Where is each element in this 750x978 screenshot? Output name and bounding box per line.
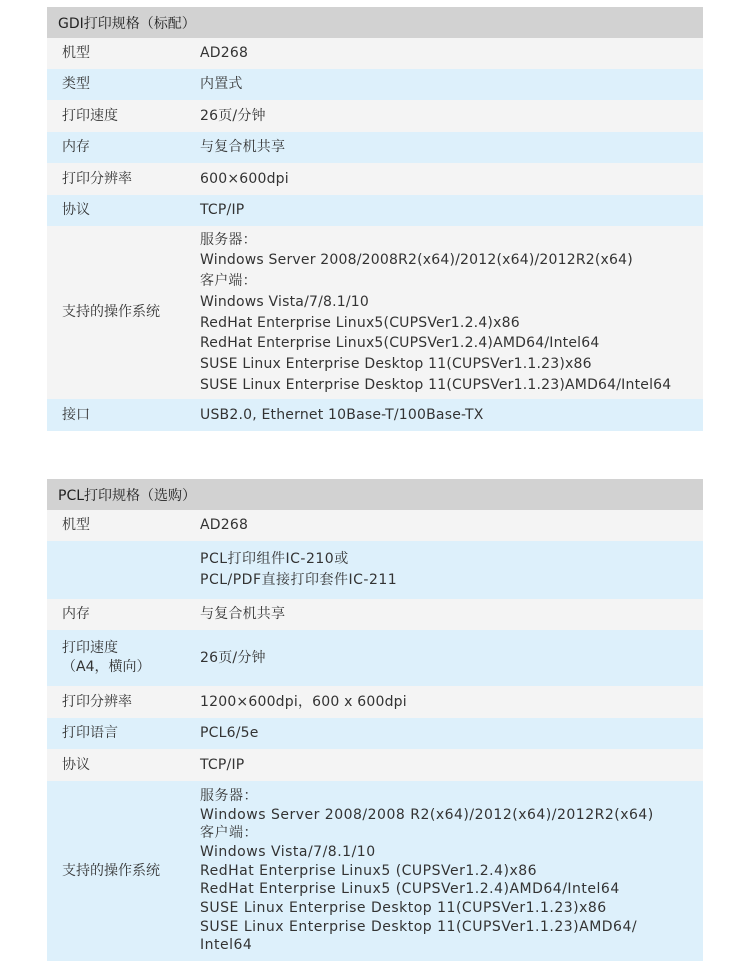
os-line: Windows Vista/7/8.1/10 [200, 293, 370, 310]
os-line: Intel64 [200, 937, 253, 954]
spec-label: 类型 [62, 76, 90, 92]
spec-label: 机型 [62, 517, 90, 533]
spec-value: TCP/IP [200, 756, 245, 773]
spec-row-interface [47, 399, 703, 431]
spec-value: 26页/分钟 [200, 649, 266, 666]
spec-label: 支持的操作系统 [62, 862, 160, 879]
pcl-spec-section [47, 479, 703, 961]
os-line: SUSE Linux Enterprise Desktop 11(CUPSVer1.1.23)AMD64/Intel64 [200, 376, 672, 393]
os-line: 服务器： [200, 231, 257, 248]
spec-label: 打印速度 [62, 107, 118, 124]
spec-label: 协议 [62, 202, 90, 218]
kit-line: PCL/PDF直接打印套件IC-211 [200, 572, 398, 588]
spec-label [47, 639, 200, 677]
os-line: RedHat Enterprise Linux5 (CUPSVer1.2.4)x86 [200, 862, 538, 879]
spec-row-resolution [47, 686, 703, 718]
pcl-section-title: PCL打印规格（选购） [47, 479, 703, 510]
spec-row-model [47, 38, 703, 69]
os-line: 客户端： [200, 825, 258, 842]
spec-label: 协议 [62, 756, 90, 773]
spec-value: 与复合机共享 [200, 139, 286, 156]
spec-row-memory [47, 599, 703, 630]
os-line: SUSE Linux Enterprise Desktop 11(CUPSVer1.1.23)AMD64/ [200, 918, 638, 935]
os-line: Windows Server 2008/2008 R2(x64)/2012(x64)/2012R2(x64) [200, 806, 654, 823]
gdi-spec-section [47, 7, 703, 431]
spec-value: 1200×600dpi，600 x 600dpi [200, 693, 407, 710]
spec-row-print-language [47, 718, 703, 749]
spec-row-supported-os [47, 781, 703, 961]
spec-row-print-speed [47, 630, 703, 686]
os-line: RedHat Enterprise Linux5(CUPSVer1.2.4)AMD64/Intel64 [200, 335, 600, 352]
spec-row-memory [47, 132, 703, 163]
os-line: RedHat Enterprise Linux5 (CUPSVer1.2.4)AMD64/Intel64 [200, 881, 620, 898]
spec-value: 26页/分钟 [200, 107, 266, 124]
spec-label: 打印分辨率 [62, 693, 132, 710]
spec-row-print-speed [47, 100, 703, 132]
spec-value: 内置式 [200, 76, 243, 93]
spec-row-supported-os [47, 226, 703, 399]
spec-row-protocol [47, 195, 703, 226]
spec-row-pcl-kit [47, 541, 703, 599]
os-line: 客户端： [200, 273, 257, 290]
os-line: RedHat Enterprise Linux5(CUPSVer1.2.4)x86 [200, 314, 520, 331]
spec-label: 支持的操作系统 [62, 304, 160, 320]
spec-label: 内存 [62, 606, 90, 622]
kit-line: PCL打印组件IC-210或 [200, 551, 349, 568]
spec-value: TCP/IP [200, 202, 245, 219]
spec-label: 机型 [62, 45, 90, 61]
os-line: Windows Server 2008/2008R2(x64)/2012(x64)/2012R2(x64) [200, 252, 633, 269]
spec-label-line: （A4，横向） [62, 659, 151, 675]
spec-row-resolution [47, 163, 703, 195]
gdi-section-title: GDI打印规格（标配） [47, 7, 703, 38]
os-line: 服务器： [200, 787, 258, 804]
spec-label: 打印语言 [62, 725, 118, 741]
spec-value: AD268 [200, 517, 249, 534]
spec-label: 接口 [62, 406, 90, 423]
spec-row-protocol [47, 749, 703, 781]
spec-row-model [47, 510, 703, 541]
spec-value: AD268 [200, 45, 249, 62]
os-line: SUSE Linux Enterprise Desktop 11(CUPSVer1.1.23)x86 [200, 900, 607, 917]
spec-label: 内存 [62, 139, 90, 155]
os-list [200, 230, 703, 396]
os-list [200, 787, 703, 955]
spec-label: 打印分辨率 [62, 170, 132, 187]
spec-row-type [47, 69, 703, 100]
spec-value: 与复合机共享 [200, 606, 286, 623]
spec-label-line: 打印速度 [62, 640, 118, 656]
kit-list [200, 549, 703, 590]
os-line: SUSE Linux Enterprise Desktop 11(CUPSVer1.1.23)x86 [200, 355, 592, 372]
spec-value: PCL6/5e [200, 725, 259, 742]
os-line: Windows Vista/7/8.1/10 [200, 843, 376, 860]
spec-value: USB2.0, Ethernet 10Base-T/100Base-TX [200, 406, 484, 423]
spec-value: 600×600dpi [200, 170, 289, 187]
